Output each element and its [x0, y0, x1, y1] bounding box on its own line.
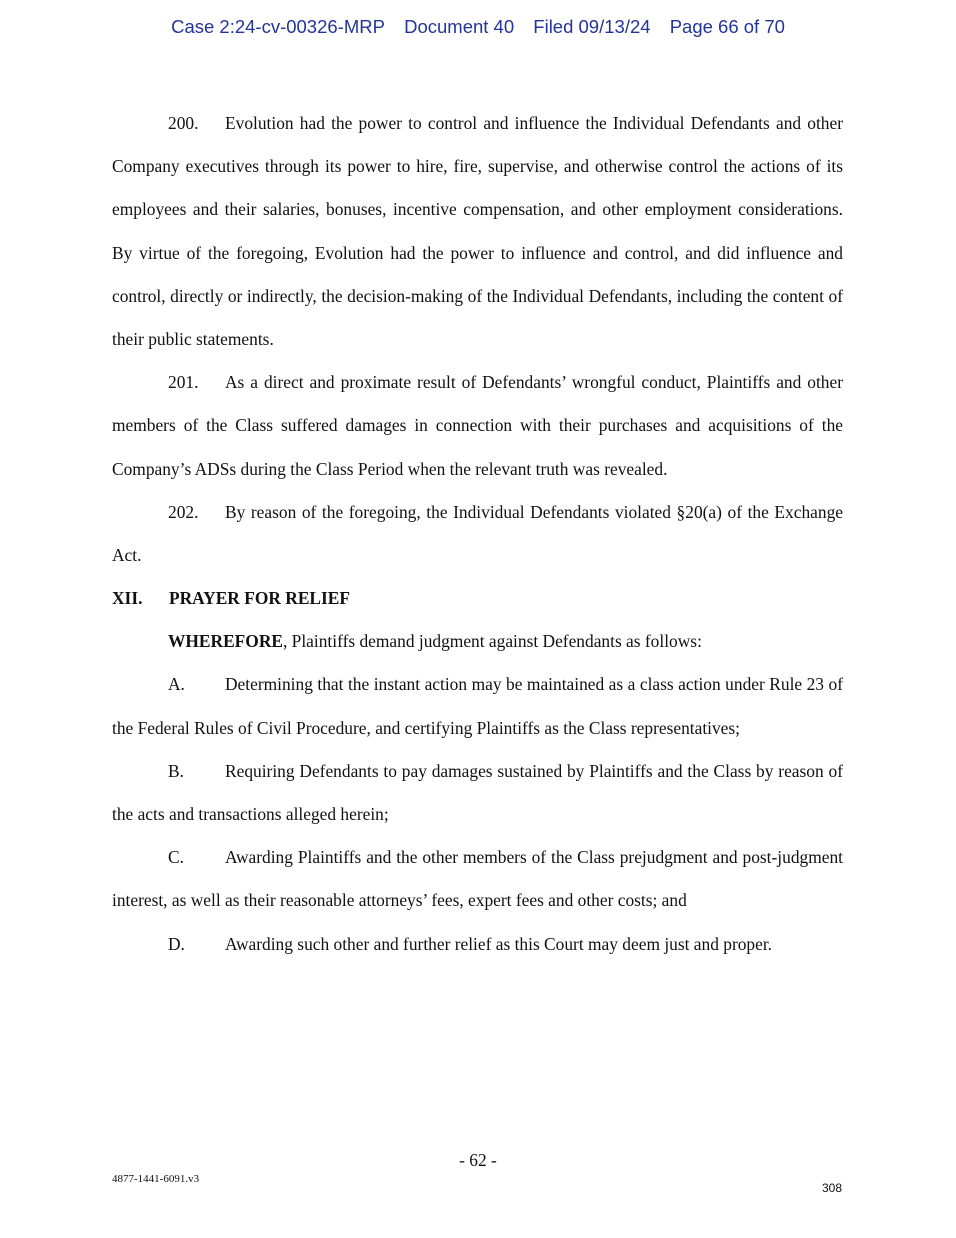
page-indicator: Page 66 of 70 — [669, 16, 785, 37]
relief-letter: D. — [168, 933, 185, 954]
relief-letter: B. — [168, 760, 184, 781]
relief-text: Requiring Defendants to pay damages sustained by Plaintiffs and the Class by reason of the acts and transactions alleged herein; — [112, 760, 843, 825]
paragraph-text: Evolution had the power to control and influence the Individual Defendants and other Company executives through its power to hire, fire, supervise, and otherwise control the actions of its employees and their salaries, bonuses, incentive compensation, and other employment considerations. By virtue of the foregoing, Evolution had the power to influence and control, and did influence and control, directly or indirectly, the decision-making of the Individual Defendants, including the content of their public statements. — [112, 113, 843, 350]
paragraph-200 — [112, 102, 843, 361]
wherefore-text: , Plaintiffs demand judgment against Defendants as follows: — [282, 631, 702, 652]
paragraph-202 — [112, 491, 843, 577]
relief-letter: A. — [168, 674, 185, 695]
relief-letter: C. — [168, 847, 184, 868]
section-number: XII. — [112, 588, 143, 609]
relief-item-d — [112, 923, 843, 966]
relief-text: Determining that the instant action may be maintained as a class action under Rule 23 of the Federal Rules of Civil Procedure, and certifying Plaintiffs as the Class representatives; — [112, 674, 843, 738]
document-id: 4877-1441-6091.v3 — [112, 1173, 200, 1185]
paragraph-number: 201. — [168, 372, 199, 393]
paragraph-text: As a direct and proximate result of Defendants’ wrongful conduct, Plaintiffs and other members of the Class suffered damages in connection with their purchases and acquisitions of the Company’s ADSs during the Class Period when the relevant truth was revealed. — [112, 372, 843, 479]
wherefore-bold: WHEREFORE — [168, 631, 283, 652]
relief-text: Awarding Plaintiffs and the other members of the Class prejudgment and post-judgment interest, as well as their reasonable attorneys’ fees, expert fees and other costs; and — [112, 847, 843, 911]
paragraph-number: 202. — [168, 501, 199, 522]
paragraph-number: 200. — [168, 113, 199, 133]
document-number: Document 40 — [404, 16, 515, 37]
case-number: Case 2:24-cv-00326-MRP — [171, 16, 385, 37]
section-title: PRAYER FOR RELIEF — [169, 588, 351, 609]
page-number: - 62 - — [459, 1150, 497, 1170]
relief-text: Awarding such other and further relief as this Court may deem just and proper. — [225, 933, 773, 954]
document-body — [112, 102, 843, 966]
relief-item-a — [112, 663, 843, 749]
filed-date: Filed 09/13/24 — [533, 16, 651, 37]
wherefore-clause — [112, 620, 843, 663]
relief-item-b — [112, 750, 843, 836]
paragraph-201 — [112, 361, 843, 491]
bates-stamp: 308 — [822, 1181, 843, 1195]
paragraph-text: By reason of the foregoing, the Individual Defendants violated §20(a) of the Exchange Act. — [112, 501, 843, 566]
case-header — [0, 16, 956, 38]
section-heading — [112, 577, 843, 620]
relief-item-c — [112, 836, 843, 922]
